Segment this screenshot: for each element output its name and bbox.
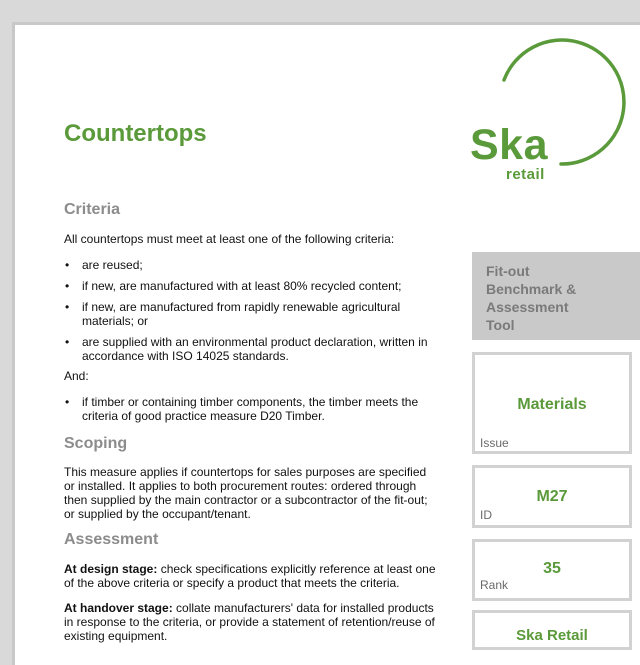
id-value: M27 xyxy=(536,488,568,505)
design-stage-label: At design stage: xyxy=(64,562,158,576)
list-item: • are supplied with an environmental product declaration, written in accordance with ISO 14025 standards. xyxy=(64,335,436,363)
handover-stage-text: collate manufacturers' data for installed products in response to the criteria, or provide a statement of retention/reuse of existing equipment. xyxy=(64,601,435,643)
tool-title-box xyxy=(472,252,640,340)
criteria-heading: Criteria xyxy=(64,201,121,218)
rank-label: Rank xyxy=(480,578,509,592)
logo-wordmark: Ska xyxy=(470,121,549,169)
scoping-text: This measure applies if countertops for sales purposes are specified or installed. It applies to both procurement routes: ordered through then supplied by the main contractor or a subcontractor of the fit-out; or supplied by the occupant/tenant. xyxy=(64,465,428,521)
issue-value: Materials xyxy=(517,396,587,413)
list-item: • are reused; xyxy=(64,258,436,272)
logo-subtitle: retail xyxy=(506,166,545,183)
criteria-intro: All countertops must meet at least one of the following criteria: xyxy=(64,232,395,246)
footer-card xyxy=(472,610,632,650)
footer-card-value: Ska Retail xyxy=(516,627,588,644)
issue-label: Issue xyxy=(480,436,509,450)
design-stage-text: check specifications explicitly reference at least one of the above criteria or specify a product that meets the criteria. xyxy=(64,562,436,590)
design-stage-paragraph xyxy=(64,562,436,590)
handover-stage-label: At handover stage: xyxy=(64,601,173,615)
assessment-heading: Assessment xyxy=(64,531,159,548)
and-label: And: xyxy=(64,369,89,383)
issue-card xyxy=(472,352,632,454)
handover-stage-paragraph xyxy=(64,601,436,643)
list-item: • if new, are manufactured from rapidly renewable agricultural materials; or xyxy=(64,300,436,328)
criteria-list xyxy=(64,258,436,370)
list-item: • if new, are manufactured with at least 80% recycled content; xyxy=(64,279,436,293)
rank-card xyxy=(472,539,632,601)
rank-value: 35 xyxy=(543,560,561,577)
tool-title: Fit-out Benchmark & Assessment Tool xyxy=(486,263,577,333)
and-criteria-list xyxy=(64,395,436,430)
scoping-heading: Scoping xyxy=(64,435,128,452)
id-label: ID xyxy=(480,508,492,522)
page-title: Countertops xyxy=(64,120,207,147)
id-card xyxy=(472,465,632,528)
list-item: • if timber or containing timber components, the timber meets the criteria of good practice measure D20 Timber. xyxy=(64,395,436,423)
